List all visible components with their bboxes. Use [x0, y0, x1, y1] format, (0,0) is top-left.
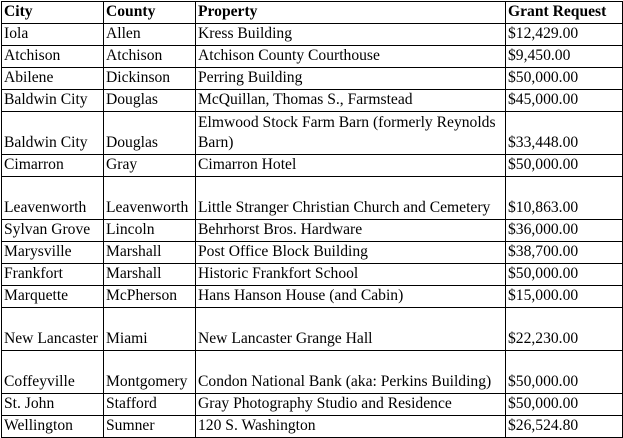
grant-requests-table: [1, 1, 623, 438]
cell-property: Post Office Block Building: [196, 242, 506, 264]
cell-county: Montgomery: [104, 351, 196, 394]
table-row: [2, 155, 623, 177]
cell-property: Condon National Bank (aka: Perkins Building): [196, 351, 506, 394]
table-row: [2, 68, 623, 90]
table-row: [2, 394, 623, 416]
header-row: [2, 2, 623, 24]
cell-city: Iola: [2, 24, 104, 46]
cell-grant: $15,000.00: [506, 286, 623, 308]
cell-grant: $50,000.00: [506, 68, 623, 90]
table-row: [2, 308, 623, 351]
cell-city: Atchison: [2, 46, 104, 68]
cell-city: Marysville: [2, 242, 104, 264]
cell-property: New Lancaster Grange Hall: [196, 308, 506, 351]
cell-city: Marquette: [2, 286, 104, 308]
table-row: [2, 24, 623, 46]
cell-city: Leavenworth: [2, 177, 104, 220]
cell-grant: $50,000.00: [506, 264, 623, 286]
cell-county: Dickinson: [104, 68, 196, 90]
cell-grant: $12,429.00: [506, 24, 623, 46]
cell-city: St. John: [2, 394, 104, 416]
cell-county: Marshall: [104, 264, 196, 286]
table-row: [2, 351, 623, 394]
cell-county: Leavenworth: [104, 177, 196, 220]
cell-grant: $38,700.00: [506, 242, 623, 264]
cell-grant: $10,863.00: [506, 177, 623, 220]
table-row: [2, 242, 623, 264]
cell-county: Miami: [104, 308, 196, 351]
header-grant-request: Grant Request: [506, 2, 623, 24]
cell-property: Elmwood Stock Farm Barn (formerly Reynolds Barn): [196, 112, 506, 155]
cell-county: Douglas: [104, 90, 196, 112]
cell-grant: $22,230.00: [506, 308, 623, 351]
cell-property: Gray Photography Studio and Residence: [196, 394, 506, 416]
cell-county: Marshall: [104, 242, 196, 264]
cell-grant: $26,524.80: [506, 416, 623, 438]
cell-property: Cimarron Hotel: [196, 155, 506, 177]
table-row: [2, 46, 623, 68]
cell-city: Baldwin City: [2, 90, 104, 112]
cell-property: Behrhorst Bros. Hardware: [196, 220, 506, 242]
cell-property: Hans Hanson House (and Cabin): [196, 286, 506, 308]
cell-county: McPherson: [104, 286, 196, 308]
cell-property: Little Stranger Christian Church and Cemetery: [196, 177, 506, 220]
cell-grant: $50,000.00: [506, 394, 623, 416]
cell-city: New Lancaster: [2, 308, 104, 351]
cell-county: Sumner: [104, 416, 196, 438]
table-row: [2, 264, 623, 286]
cell-county: Gray: [104, 155, 196, 177]
cell-grant: $9,450.00: [506, 46, 623, 68]
table-row: [2, 220, 623, 242]
cell-city: Baldwin City: [2, 112, 104, 155]
cell-property: Perring Building: [196, 68, 506, 90]
table-row: [2, 416, 623, 438]
cell-property: Atchison County Courthouse: [196, 46, 506, 68]
cell-city: Coffeyville: [2, 351, 104, 394]
cell-grant: $45,000.00: [506, 90, 623, 112]
table-row: [2, 90, 623, 112]
cell-grant: $33,448.00: [506, 112, 623, 155]
table-row: [2, 112, 623, 155]
cell-county: Stafford: [104, 394, 196, 416]
cell-property: Historic Frankfort School: [196, 264, 506, 286]
header-city: City: [2, 2, 104, 24]
cell-city: Frankfort: [2, 264, 104, 286]
cell-county: Douglas: [104, 112, 196, 155]
cell-property: McQuillan, Thomas S., Farmstead: [196, 90, 506, 112]
cell-city: Cimarron: [2, 155, 104, 177]
cell-county: Lincoln: [104, 220, 196, 242]
header-county: County: [104, 2, 196, 24]
cell-county: Atchison: [104, 46, 196, 68]
cell-county: Allen: [104, 24, 196, 46]
cell-grant: $50,000.00: [506, 155, 623, 177]
cell-property: Kress Building: [196, 24, 506, 46]
table-row: [2, 286, 623, 308]
cell-city: Wellington: [2, 416, 104, 438]
cell-property: 120 S. Washington: [196, 416, 506, 438]
cell-city: Abilene: [2, 68, 104, 90]
cell-grant: $50,000.00: [506, 351, 623, 394]
cell-grant: $36,000.00: [506, 220, 623, 242]
cell-city: Sylvan Grove: [2, 220, 104, 242]
table-row: [2, 177, 623, 220]
header-property: Property: [196, 2, 506, 24]
